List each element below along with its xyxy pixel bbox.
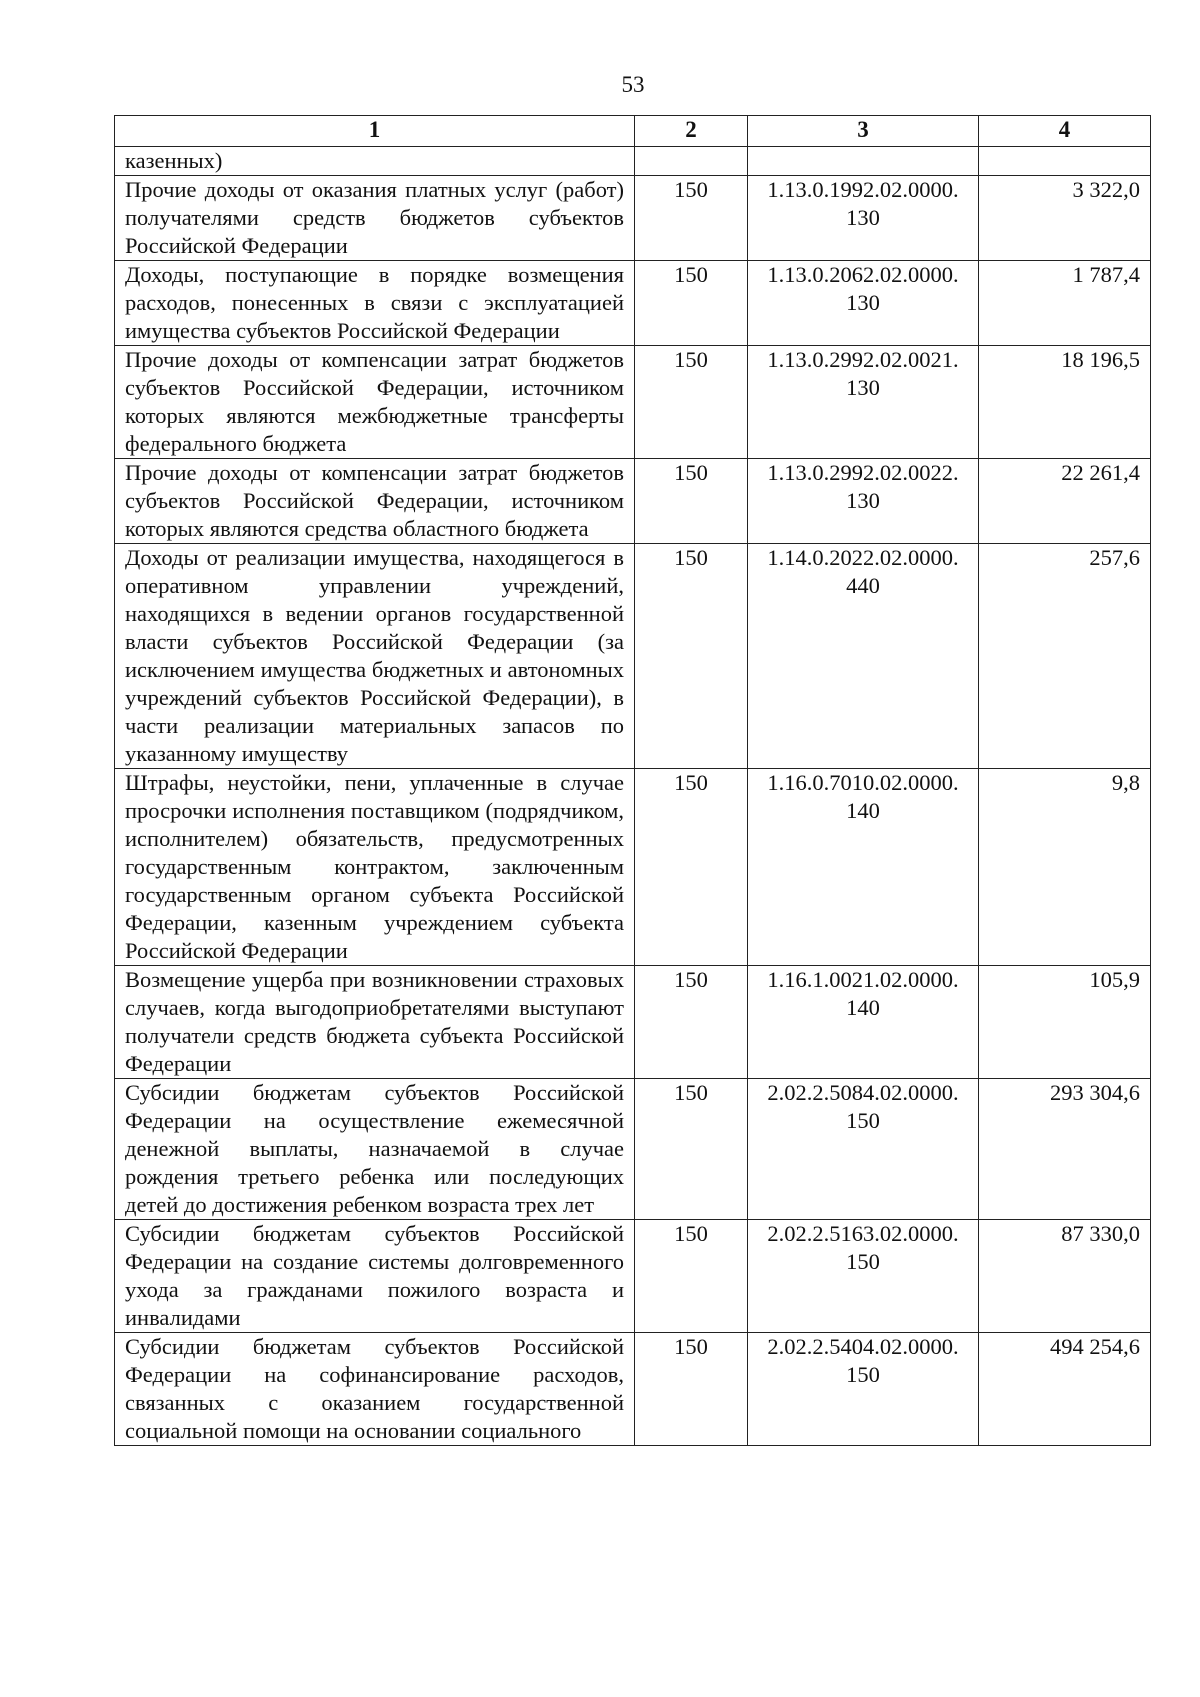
classification-code-cell: 1.16.0.7010.02.0000. 140 xyxy=(748,769,979,966)
amount-cell: 9,8 xyxy=(979,769,1151,966)
admin-code-cell: 150 xyxy=(635,176,748,261)
amount-cell xyxy=(979,147,1151,176)
admin-code-cell: 150 xyxy=(635,1079,748,1220)
amount-cell: 494 254,6 xyxy=(979,1333,1151,1446)
table-row xyxy=(115,346,1151,459)
classification-code-cell: 1.13.0.1992.02.0000. 130 xyxy=(748,176,979,261)
table-row xyxy=(115,1333,1151,1446)
admin-code-cell: 150 xyxy=(635,769,748,966)
amount-cell: 3 322,0 xyxy=(979,176,1151,261)
revenue-table xyxy=(114,115,1151,1446)
classification-code-cell: 1.14.0.2022.02.0000. 440 xyxy=(748,544,979,769)
amount-cell: 22 261,4 xyxy=(979,459,1151,544)
table-body xyxy=(115,147,1151,1446)
table-row xyxy=(115,544,1151,769)
classification-code-cell: 2.02.2.5163.02.0000. 150 xyxy=(748,1220,979,1333)
page-number: 53 xyxy=(621,72,645,97)
classification-code-cell: 2.02.2.5084.02.0000. 150 xyxy=(748,1079,979,1220)
classification-code-cell: 1.13.0.2992.02.0021. 130 xyxy=(748,346,979,459)
revenue-name-cell: Штрафы, неустойки, пени, уплаченные в случае просрочки исполнения поставщиком (подрядчиком, исполнителем) обязательств, предусмотренных государственным контрактом, заключенным государственным органом субъекта Российской Федерации, казенным учреждением субъекта Российской Федерации xyxy=(115,769,635,966)
table-row xyxy=(115,1220,1151,1333)
admin-code-cell xyxy=(635,147,748,176)
revenue-name-cell: Субсидии бюджетам субъектов Российской Федерации на осуществление ежемесячной денежной выплаты, назначаемой в случае рождения третьего ребенка или последующих детей до достижения ребенком возраста трех лет xyxy=(115,1079,635,1220)
amount-cell: 105,9 xyxy=(979,966,1151,1079)
table-row xyxy=(115,459,1151,544)
table-row xyxy=(115,769,1151,966)
admin-code-cell: 150 xyxy=(635,966,748,1079)
classification-code-cell: 2.02.2.5404.02.0000. 150 xyxy=(748,1333,979,1446)
amount-cell: 87 330,0 xyxy=(979,1220,1151,1333)
amount-cell: 293 304,6 xyxy=(979,1079,1151,1220)
table-row xyxy=(115,966,1151,1079)
table-header-row xyxy=(115,116,1151,147)
column-header-2: 2 xyxy=(635,116,748,147)
revenue-name-cell: Доходы от реализации имущества, находящегося в оперативном управлении учреждений, находящихся в ведении органов государственной власти субъектов Российской Федерации (за исключением имущества бюджетных и автономных учреждений субъектов Российской Федерации), в части реализации материальных запасов по указанному имуществу xyxy=(115,544,635,769)
revenue-name-cell: Возмещение ущерба при возникновении страховых случаев, когда выгодоприобретателями выступают получатели средств бюджета субъекта Российской Федерации xyxy=(115,966,635,1079)
revenue-name-cell: Субсидии бюджетам субъектов Российской Федерации на создание системы долговременного ухода за гражданами пожилого возраста и инвалидами xyxy=(115,1220,635,1333)
column-header-3: 3 xyxy=(748,116,979,147)
column-header-1: 1 xyxy=(115,116,635,147)
table-row xyxy=(115,147,1151,176)
classification-code-cell: 1.13.0.2062.02.0000. 130 xyxy=(748,261,979,346)
amount-cell: 18 196,5 xyxy=(979,346,1151,459)
revenue-name-cell: казенных) xyxy=(115,147,635,176)
table-row xyxy=(115,261,1151,346)
classification-code-cell: 1.13.0.2992.02.0022. 130 xyxy=(748,459,979,544)
admin-code-cell: 150 xyxy=(635,346,748,459)
table-row xyxy=(115,176,1151,261)
revenue-name-cell: Прочие доходы от оказания платных услуг (работ) получателями средств бюджетов субъектов Российской Федерации xyxy=(115,176,635,261)
revenue-name-cell: Доходы, поступающие в порядке возмещения расходов, понесенных в связи с эксплуатацией имущества субъектов Российской Федерации xyxy=(115,261,635,346)
classification-code-cell: 1.16.1.0021.02.0000. 140 xyxy=(748,966,979,1079)
amount-cell: 257,6 xyxy=(979,544,1151,769)
table-row xyxy=(115,1079,1151,1220)
admin-code-cell: 150 xyxy=(635,261,748,346)
admin-code-cell: 150 xyxy=(635,544,748,769)
admin-code-cell: 150 xyxy=(635,1220,748,1333)
revenue-name-cell: Субсидии бюджетам субъектов Российской Федерации на софинансирование расходов, связанных с оказанием государственной социальной помощи на основании социального xyxy=(115,1333,635,1446)
revenue-name-cell: Прочие доходы от компенсации затрат бюджетов субъектов Российской Федерации, источником которых являются средства областного бюджета xyxy=(115,459,635,544)
revenue-name-cell: Прочие доходы от компенсации затрат бюджетов субъектов Российской Федерации, источником которых являются межбюджетные трансферты федерального бюджета xyxy=(115,346,635,459)
admin-code-cell: 150 xyxy=(635,1333,748,1446)
column-header-4: 4 xyxy=(979,116,1151,147)
amount-cell: 1 787,4 xyxy=(979,261,1151,346)
classification-code-cell xyxy=(748,147,979,176)
admin-code-cell: 150 xyxy=(635,459,748,544)
